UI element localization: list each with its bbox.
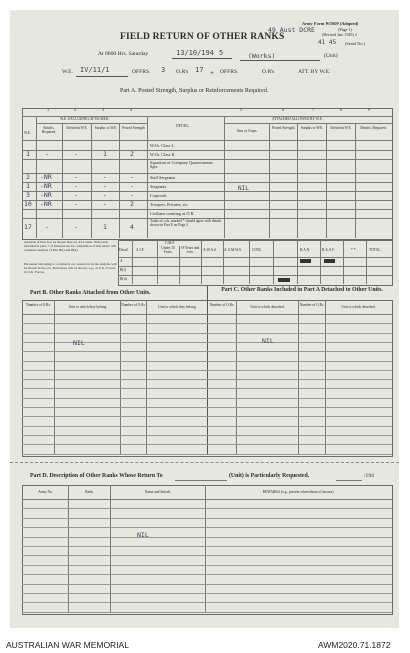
reinfts-req-heading: Reinfts. Required. bbox=[360, 126, 387, 130]
detail-wo2: W.Os. Class II. bbox=[150, 152, 176, 157]
analysis-row-bi: B(i) bbox=[120, 268, 126, 272]
ruled-line bbox=[22, 593, 392, 594]
detail-corporals: Corporals bbox=[150, 193, 167, 198]
arm-corps-heading: Arm or Corps. bbox=[236, 129, 258, 133]
reinfts-heading: Reinfts. Required. bbox=[41, 126, 57, 134]
ruled-line bbox=[22, 426, 392, 427]
part-c-head: Number of O.Rs. bbox=[209, 303, 235, 307]
unit-underline bbox=[240, 60, 320, 61]
ors-handwritten: 17 bbox=[195, 66, 204, 74]
we-value: 1 bbox=[26, 182, 30, 190]
reinf-value: -NR bbox=[40, 173, 52, 181]
analysis-head: * * bbox=[351, 248, 356, 252]
ruled-line bbox=[22, 435, 392, 436]
army-form-label: Army Form W3009 (Adapted) bbox=[302, 21, 359, 26]
reinf-total: - bbox=[45, 223, 49, 231]
def-value: - bbox=[74, 191, 78, 199]
analysis-head: Under 18 Years. bbox=[161, 246, 175, 254]
post-value: - bbox=[130, 173, 134, 181]
detail-sergeants: Sergeants bbox=[150, 184, 167, 189]
form-title: FIELD RETURN OF OTHER RANKS bbox=[120, 32, 285, 42]
part-a-title: Part A. Posted Strength, Surplus or Reinforcements Required. bbox=[120, 88, 269, 94]
ruled-line bbox=[22, 518, 392, 519]
redaction-mark bbox=[300, 259, 311, 263]
col-number: 9 bbox=[368, 107, 371, 112]
tear-line bbox=[10, 462, 399, 463]
part-b-head: Unit to which they belong bbox=[68, 305, 107, 309]
deficient-heading: Deficient W.E. bbox=[66, 126, 88, 130]
part-d-title-mid: (Unit) is Particularly Requested. bbox=[229, 473, 310, 479]
col-number: 6 bbox=[282, 107, 285, 112]
unit-handwritten: 49 Aust DCRE bbox=[268, 26, 315, 34]
ruled-line bbox=[22, 546, 392, 547]
ors2-label: O.R's bbox=[262, 69, 275, 75]
sur-value: - bbox=[103, 182, 107, 190]
ruled-line bbox=[22, 351, 392, 352]
ruled-line bbox=[22, 555, 392, 556]
archive-id: AWM2020.71.1872 bbox=[318, 640, 391, 650]
date-handwritten: 13/10/194 bbox=[176, 49, 214, 57]
analysis-head: A.A.M.W.S. bbox=[224, 248, 242, 252]
ruled-line bbox=[22, 379, 392, 380]
analysis-note: Analysis of Part A to be shown here for ALL units. Only units included in para. 7 of Instructions for compilation of this return will complete analysis of Part B(i) and B(ii). bbox=[24, 240, 117, 252]
col-number: 4 bbox=[130, 107, 133, 112]
sur-value: - bbox=[103, 200, 107, 208]
ruled-line bbox=[22, 323, 392, 324]
ruled-line bbox=[22, 388, 392, 389]
we-column-label: W.E. bbox=[24, 131, 32, 135]
analysis-head: Detail bbox=[119, 248, 128, 252]
offrs-label: OFFRS. bbox=[132, 69, 151, 75]
page-label: (Page 1) bbox=[338, 27, 353, 32]
we-value: 10 bbox=[24, 200, 32, 208]
analysis-head: R.A.N. bbox=[300, 248, 311, 252]
def-value: - bbox=[74, 200, 78, 208]
part-d-title: Part D. Description of Other Ranks Whose Return To bbox=[30, 473, 163, 479]
col-number: 7 bbox=[312, 107, 315, 112]
we-total: 17 bbox=[24, 223, 32, 231]
ruled-line bbox=[22, 370, 392, 371]
ors-label: O.R's bbox=[176, 69, 189, 75]
sur-total: 1 bbox=[103, 223, 107, 231]
year-digit: 5 bbox=[219, 49, 224, 57]
def-value: - bbox=[74, 182, 78, 190]
ruled-line bbox=[22, 333, 392, 334]
ruled-line bbox=[22, 416, 392, 417]
part-d-head: REMARKS (e.g., present whereabouts if known). bbox=[262, 490, 335, 494]
detail-cqms: Squadron or Company Quartermaster Sgts. bbox=[150, 160, 213, 170]
part-d-head: Rank. bbox=[85, 490, 94, 494]
att-label: ATT. BY W.E. bbox=[298, 69, 331, 75]
col-number: 5 bbox=[240, 107, 243, 112]
redaction-mark bbox=[324, 259, 335, 263]
ruled-line bbox=[22, 574, 392, 575]
analysis-row-a: A bbox=[120, 259, 123, 263]
part-c-head: Number of O.Rs. bbox=[299, 303, 325, 307]
ruled-line bbox=[22, 398, 392, 399]
deficient-we-heading: Deficient W.E. bbox=[330, 126, 352, 130]
detail-staff-sgts: Staff Sergeants bbox=[150, 175, 176, 180]
def-value: - bbox=[74, 173, 78, 181]
we-label: W.E. bbox=[62, 69, 73, 75]
ruled-line bbox=[22, 407, 392, 408]
ruled-line bbox=[22, 361, 392, 362]
works-handwritten: (Works) bbox=[248, 52, 276, 60]
part-d-table bbox=[22, 485, 393, 615]
reinf-value: -NR bbox=[40, 200, 52, 208]
at-hours-label: At 0600 Hrs. Saturday bbox=[98, 51, 149, 57]
sur-value: - bbox=[103, 173, 107, 181]
part-b-head: Number of O.Rs. bbox=[26, 303, 51, 307]
redaction-mark bbox=[278, 278, 290, 282]
analysis-head: TOTAL. bbox=[369, 248, 382, 252]
part-c-title: Part C. Other Ranks Included in Part A Detached to Other Units. bbox=[221, 287, 383, 293]
we-underline bbox=[76, 76, 128, 77]
part-d-nil: NIL bbox=[137, 531, 149, 539]
detail-totals: Totals of cols. marked * should agree with details shown in Part E on Page 2 bbox=[150, 219, 222, 227]
offrs-handwritten: 3 bbox=[161, 66, 166, 74]
sur-value: - bbox=[103, 191, 107, 199]
ruled-line bbox=[22, 508, 392, 509]
we-excluding-heading: W.E. EXCLUDING ATTACHED. bbox=[60, 117, 110, 121]
surplus-heading: Surplus to W.E. bbox=[94, 126, 118, 130]
part-d-head: Name and Initials. bbox=[144, 490, 172, 494]
ruled-line bbox=[22, 527, 392, 528]
plus-sign: + bbox=[210, 69, 214, 77]
detail-civilians: Civilians counting as O.R. bbox=[150, 211, 195, 216]
col-number: 1 bbox=[47, 107, 50, 112]
part-c-head: Unit to which detached. bbox=[341, 305, 376, 309]
ruled-line bbox=[22, 444, 392, 445]
def-total: - bbox=[74, 223, 78, 231]
we-value: 3 bbox=[26, 191, 30, 199]
ruled-line bbox=[22, 537, 392, 538]
archive-credit: AUSTRALIAN WAR MEMORIAL bbox=[6, 640, 129, 650]
analysis-head: 18 Years and over. bbox=[180, 246, 200, 254]
detail-heading: DETAIL. bbox=[176, 124, 190, 128]
analysis-head: CIVIL bbox=[252, 248, 262, 252]
part-b-nil: NIL bbox=[73, 339, 85, 347]
post-value: 2 bbox=[130, 200, 134, 208]
nil-attached: NIL bbox=[238, 185, 249, 192]
col-number: 3 bbox=[102, 107, 105, 112]
analysis-note-2: Personnel belonging to a formerly est. posted for in the analysis will be shown in the Civ. Particulars will be shown, e.g., 2i U.K. Forces in U.K. Forces. bbox=[24, 262, 117, 274]
col-number: 8 bbox=[340, 107, 343, 112]
offrs2-label: OFFRS. bbox=[220, 69, 239, 75]
reinf-value: -NR bbox=[40, 182, 52, 190]
ruled-line bbox=[22, 565, 392, 566]
cmf-heading: C.M.F. bbox=[165, 241, 175, 245]
revised-label: (Revised Jan. 1945) 4 bbox=[322, 32, 357, 37]
reinf-value: - bbox=[45, 150, 49, 158]
we-value: 1 bbox=[26, 150, 30, 158]
post-value: - bbox=[130, 191, 134, 199]
ruled-line bbox=[22, 602, 392, 603]
we-handwritten: IV/11/1 bbox=[80, 66, 110, 74]
analysis-row-bii: B(ii) bbox=[120, 277, 127, 281]
we-value: 2 bbox=[26, 173, 30, 181]
part-c-head: Unit to which detached. bbox=[250, 305, 285, 309]
part-d-date: /194 bbox=[364, 473, 374, 479]
analysis-head: R.A.A.F. bbox=[322, 248, 335, 252]
post-value: 2 bbox=[130, 150, 134, 158]
part-b-head: Number of O.Rs. bbox=[121, 303, 146, 307]
post-total: 4 bbox=[130, 223, 134, 231]
serial-handwritten: 41 45 bbox=[318, 39, 337, 46]
col-number: 2 bbox=[74, 107, 77, 112]
attached-allowed-heading: ATTACHED ALLOWED BY W.E. bbox=[272, 117, 323, 121]
def-value: - bbox=[74, 150, 78, 158]
part-b-head: Unit to which they belong bbox=[158, 305, 196, 309]
part-d-head: Army No. bbox=[38, 490, 53, 494]
posted-heading: Posted Strength bbox=[122, 126, 145, 130]
detail-wo1: W.Os. Class I. bbox=[150, 143, 174, 148]
unit-label: (Unit) bbox=[324, 53, 338, 59]
part-c-nil: NIL bbox=[262, 337, 274, 345]
detail-troopers: Troopers, Privates, etc. bbox=[150, 202, 189, 207]
date-underline bbox=[172, 58, 232, 59]
analysis-head: A.I.F. bbox=[136, 248, 145, 252]
serial-label: (Serial No.) bbox=[345, 41, 365, 46]
ruled-line bbox=[22, 584, 392, 585]
ruled-line bbox=[22, 612, 392, 613]
posted-strength-heading: Posted Strength. bbox=[271, 126, 296, 130]
reinf-value: -NR bbox=[40, 191, 52, 199]
post-value: - bbox=[130, 182, 134, 190]
analysis-head: A.W.A.S. bbox=[203, 248, 217, 252]
sur-value: 1 bbox=[103, 150, 107, 158]
part-b-title: Part B. Other Ranks Attached from Other Units. bbox=[30, 290, 151, 296]
ruled-line bbox=[22, 454, 392, 455]
surplus-we-heading: Surplus to W.E. bbox=[300, 126, 324, 130]
